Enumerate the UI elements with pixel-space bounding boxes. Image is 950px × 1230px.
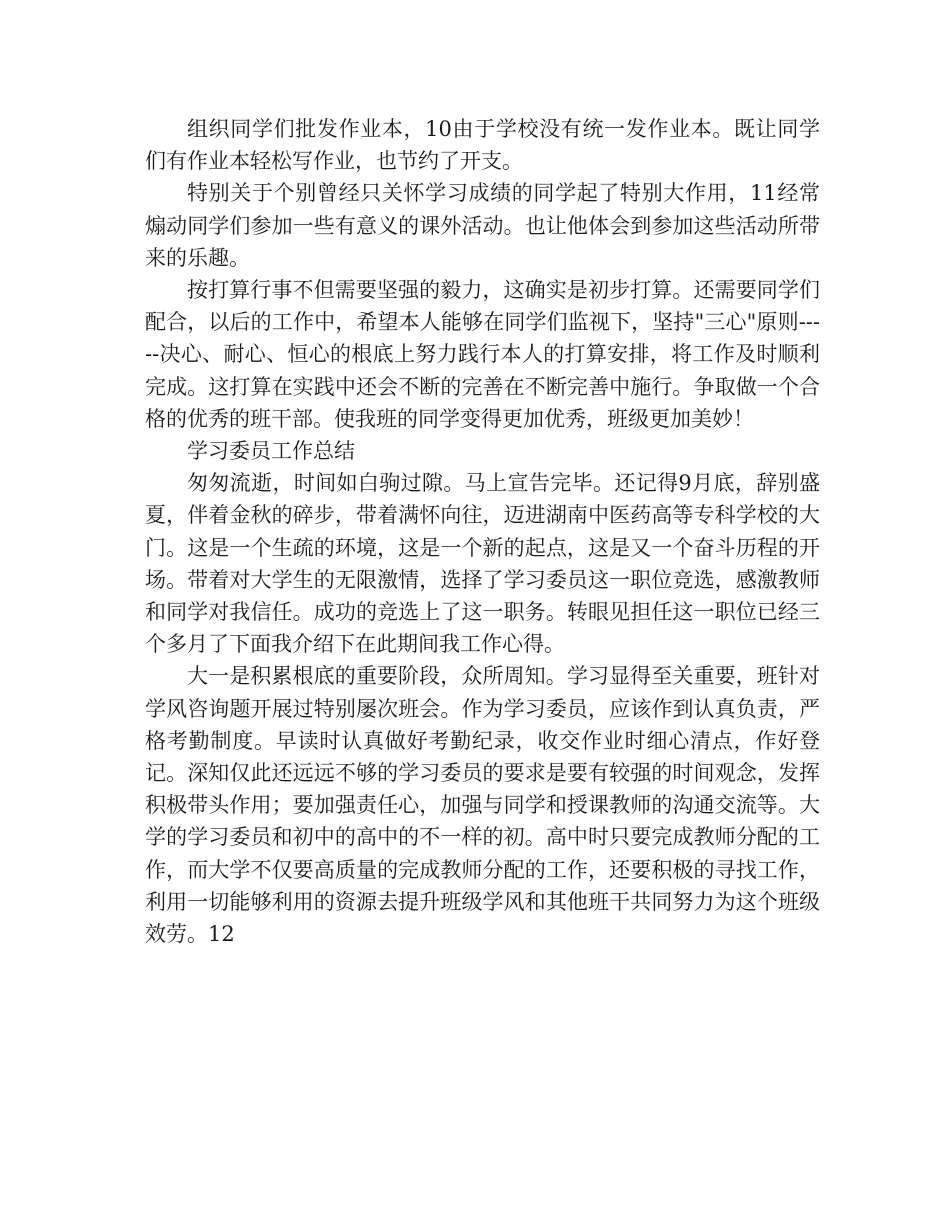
paragraph-3: 按打算行事不但需要坚强的毅力，这确实是初步打算。还需要同学们配合，以后的工作中，希望本人能够在同学们监视下，坚持"三心"原则-----决心、耐心、恒心的根底上努力践行本人的打算安排，将工作及时顺利完成。这打算在实践中还会不断的完善在不断完善中施行。争取做一个合格的优秀的班干部。使我班的同学变得更加优秀，班级更加美妙！ xyxy=(145,278,820,431)
paragraph-5: 大一是积累根底的重要阶段，众所周知。学习显得至关重要，班针对学风咨询题开展过特别屡次班会。作为学习委员，应该作到认真负责，严格考勤制度。早读时认真做好考勤纪录，收交作业时细心清点，作好登记。深知仅此还远远不够的学习委员的要求是要有较强的时间观念，发挥积极带头作用；要加强责任心，加强与同学和授课教师的沟通交流等。大学的学习委员和初中的高中的不一样的初。高中时只要完成教师分配的工作，而大学不仅要高质量的完成教师分配的工作，还要积极的寻找工作，利用一切能够利用的资源去提升班级学风和其他班干共同努力为这个班级效劳。12 xyxy=(145,664,820,947)
section-heading: 学习委员工作总结 xyxy=(187,439,355,464)
paragraph-4: 匆匆流逝，时间如白驹过隙。马上宣告完毕。还记得9月底，辞别盛夏，伴着金秋的碎步，带着满怀向往，迈进湖南中医药高等专科学校的大门。这是一个生疏的环境，这是一个新的起点，这是又一个奋斗历程的开场。带着对大学生的无限激情，选择了学习委员这一职位竞选，感激教师和同学对我信任。成功的竞选上了这一职务。转眼见担任这一职位已经三个多月了下面我介绍下在此期间我工作心得。 xyxy=(145,471,820,657)
paragraph-1: 组织同学们批发作业本，10由于学校没有统一发作业本。既让同学们有作业本轻松写作业，也节约了开支。 xyxy=(145,117,820,174)
paragraph-2: 特别关于个别曾经只关怀学习成绩的同学起了特别大作用，11经常煽动同学们参加一些有意义的课外活动。也让他体会到参加这些活动所带来的乐趣。 xyxy=(145,181,820,270)
document-page xyxy=(145,113,820,950)
